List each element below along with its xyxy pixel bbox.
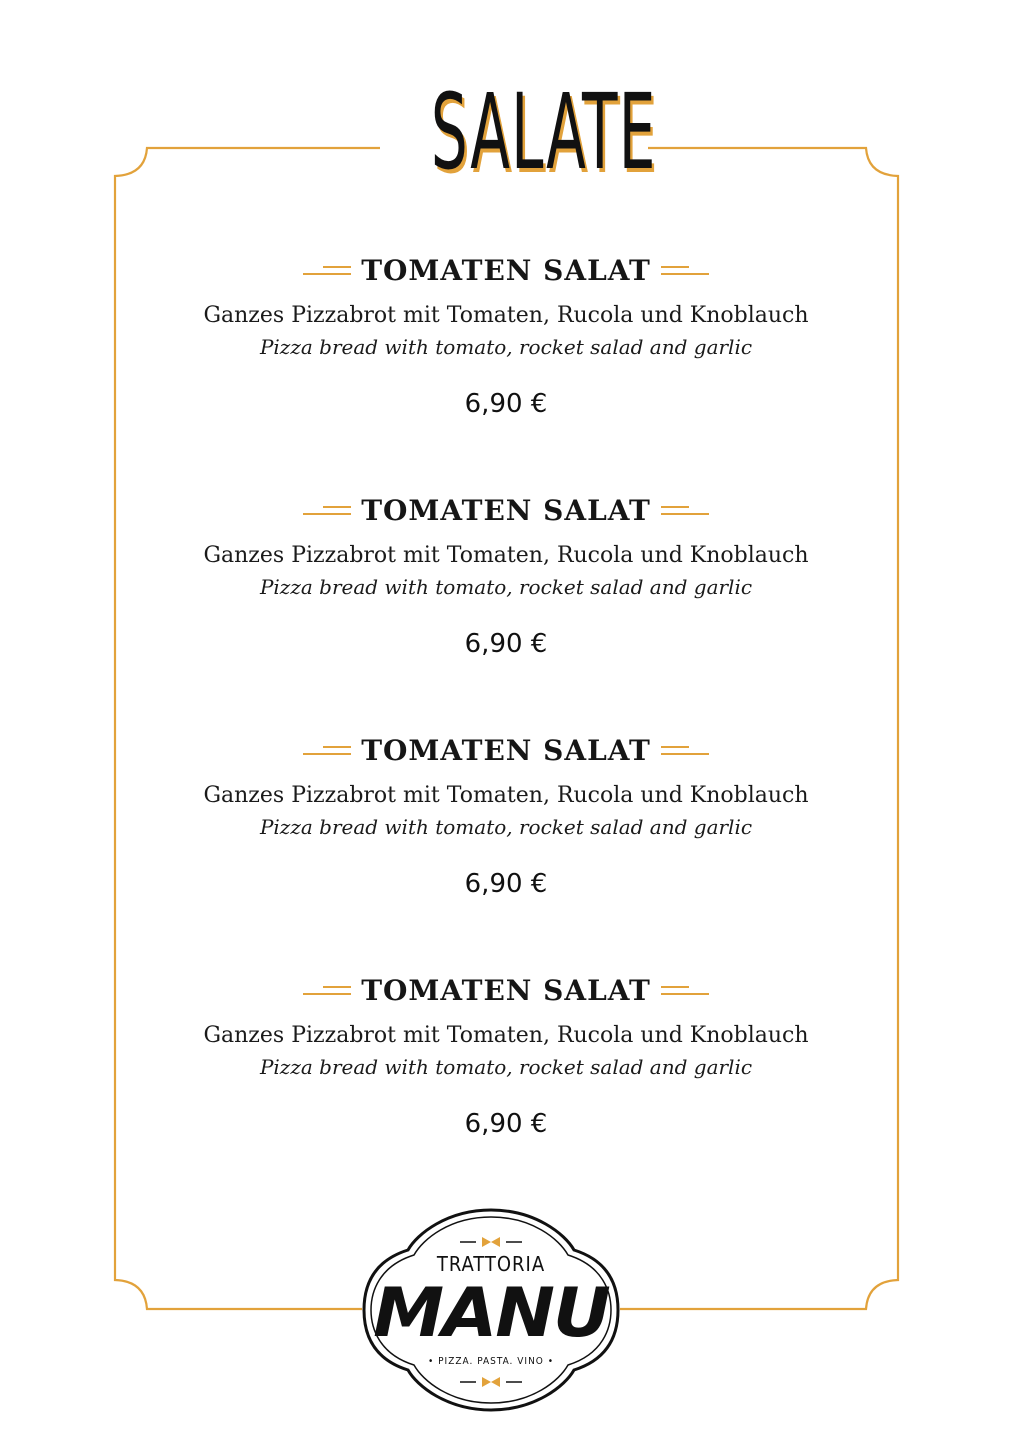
left-dash-ornament (303, 503, 351, 517)
menu-item (150, 246, 862, 486)
item-header (150, 246, 862, 294)
item-price: 6,90 € (464, 869, 548, 899)
item-description-en: Pizza bread with tomato, rocket salad and garlic (259, 1055, 753, 1079)
item-name: TOMATEN SALAT (361, 733, 651, 767)
page-title: SALATE (430, 71, 657, 193)
item-description-de: Ganzes Pizzabrot mit Tomaten, Rucola und Knoblauch (203, 1023, 809, 1048)
menu-list (150, 246, 862, 1206)
item-price: 6,90 € (464, 389, 548, 419)
logo-main-text: MANU (373, 1274, 609, 1353)
item-price: 6,90 € (464, 629, 548, 659)
left-dash-ornament (303, 263, 351, 277)
menu-item (150, 966, 862, 1206)
item-name: TOMATEN SALAT (361, 253, 651, 287)
right-dash-ornament (661, 983, 709, 997)
item-price: 6,90 € (464, 1109, 548, 1139)
item-header (150, 726, 862, 774)
item-description-de: Ganzes Pizzabrot mit Tomaten, Rucola und Knoblauch (203, 303, 809, 328)
item-description-en: Pizza bread with tomato, rocket salad and garlic (259, 575, 753, 599)
item-description-en: Pizza bread with tomato, rocket salad and garlic (259, 335, 753, 359)
right-dash-ornament (661, 743, 709, 757)
left-dash-ornament (303, 983, 351, 997)
item-header (150, 966, 862, 1014)
trattoria-logo (360, 1206, 622, 1414)
menu-item (150, 486, 862, 726)
logo-top-text: TRATTORIA (436, 1252, 546, 1276)
left-dash-ornament (303, 743, 351, 757)
item-description-en: Pizza bread with tomato, rocket salad and garlic (259, 815, 753, 839)
item-description-de: Ganzes Pizzabrot mit Tomaten, Rucola und Knoblauch (203, 783, 809, 808)
logo-tagline: • PIZZA. PASTA. VINO • (427, 1356, 555, 1367)
right-dash-ornament (661, 263, 709, 277)
item-description-de: Ganzes Pizzabrot mit Tomaten, Rucola und Knoblauch (203, 543, 809, 568)
menu-item (150, 726, 862, 966)
right-dash-ornament (661, 503, 709, 517)
item-header (150, 486, 862, 534)
item-name: TOMATEN SALAT (361, 493, 651, 527)
item-name: TOMATEN SALAT (361, 973, 651, 1007)
